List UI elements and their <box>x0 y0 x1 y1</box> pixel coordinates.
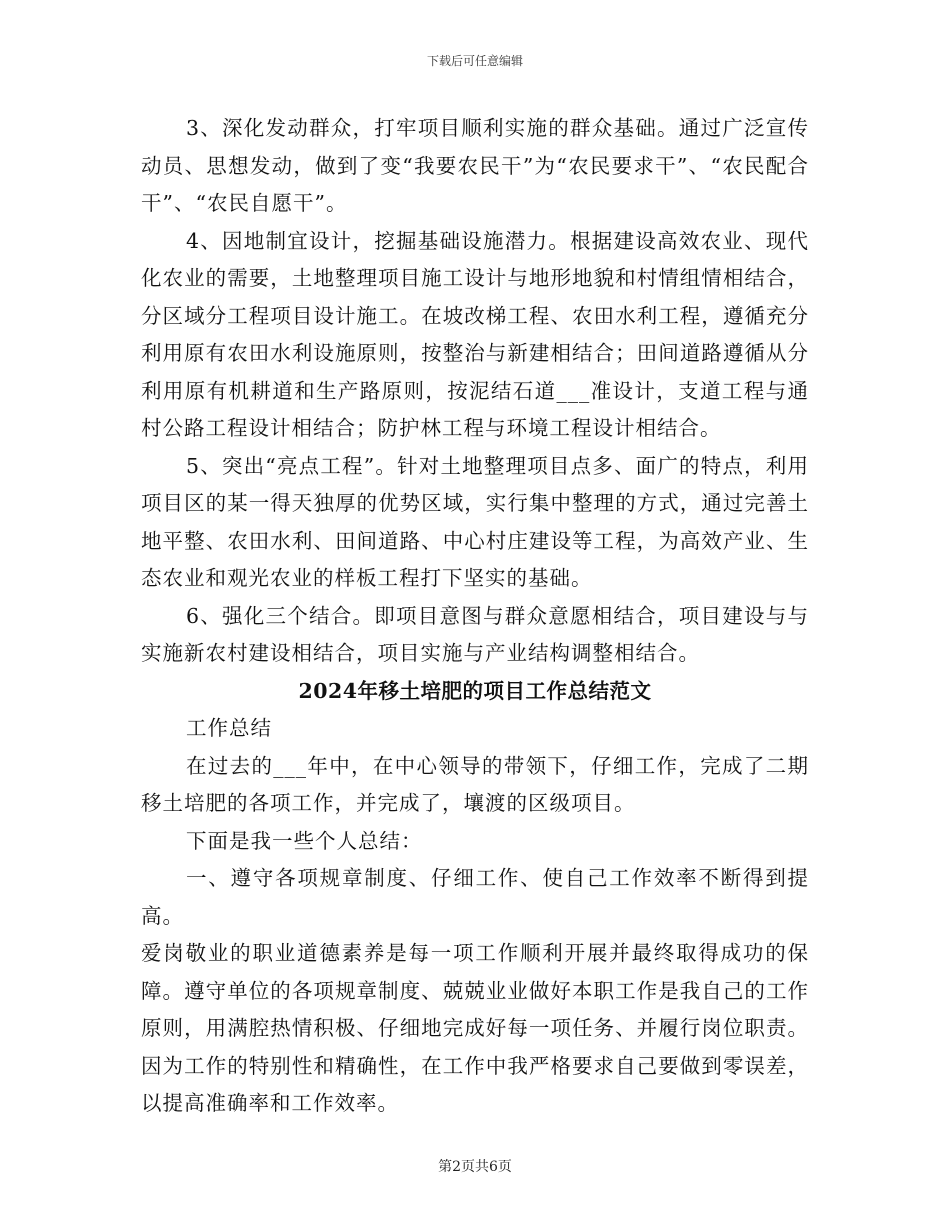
paragraph-point-one-heading: 一、遵守各项规章制度、仔细工作、使自己工作效率不断得到提高。 <box>141 866 809 928</box>
section-title: 2024年移土培肥的项目工作总结范文 <box>298 678 652 703</box>
paragraph-three-combinations: 6、强化三个结合。即项目意图与群众意愿相结合，项目建设与与实施新农村建设相结合，项目实施与产业结构调整相结合。 <box>141 603 809 665</box>
document-body <box>141 110 809 1123</box>
paragraph-professional-ethics: 爱岗敬业的职业道德素养是每一项工作顺利开展并最终取得成功的保障。遵守单位的各项规章制度、兢兢业业做好本职工作是我自己的工作原则，用满腔热情积极、仔细地完成好每一项任务、并履行岗位职责。因为工作的特别性和精确性，在工作中我严格要求自己要做到零误差，以提高准确率和工作效率。 <box>141 941 809 1115</box>
paragraph-mobilize-masses: 3、深化发动群众，打牢项目顺利实施的群众基础。通过广泛宣传动员、思想发动，做到了变“我要农民干”为“农民要求干”、“农民配合干”、“农民自愿干”。 <box>141 116 809 215</box>
paragraph-past-year-intro: 在过去的___年中，在中心领导的带领下，仔细工作，完成了二期移土培肥的各项工作，并完成了，壤渡的区级项目。 <box>141 753 809 815</box>
page-header-note: 下载后可任意编辑 <box>426 54 523 68</box>
paragraph-personal-summary-lead: 下面是我一些个人总结： <box>186 828 423 853</box>
paragraph-highlight-projects: 5、突出“亮点工程”。针对土地整理项目点多、面广的特点，利用项目区的某一得天独厚的优势区域，实行集中整理的方式，通过完善土地平整、农田水利、田间道路、中心村庄建设等工程，为高效产业、生态农业和观光农业的样板工程打下坚实的基础。 <box>141 453 809 590</box>
paragraph-work-summary-label: 工作总结 <box>186 716 272 740</box>
page-number-indicator: 第2页共6页 <box>438 1159 512 1175</box>
paragraph-site-specific-design: 4、因地制宜设计，挖掘基础设施潜力。根据建设高效农业、现代化农业的需要，土地整理项目施工设计与地形地貌和村情组情相结合，分区域分工程项目设计施工。在坡改梯工程、农田水利工程，遵循充分利用原有农田水利设施原则，按整治与新建相结合；田间道路遵循从分利用原有机耕道和生产路原则，按泥结石道___准设计，支道工程与通村公路工程设计相结合；防护林工程与环境工程设计相结合。 <box>141 228 809 440</box>
